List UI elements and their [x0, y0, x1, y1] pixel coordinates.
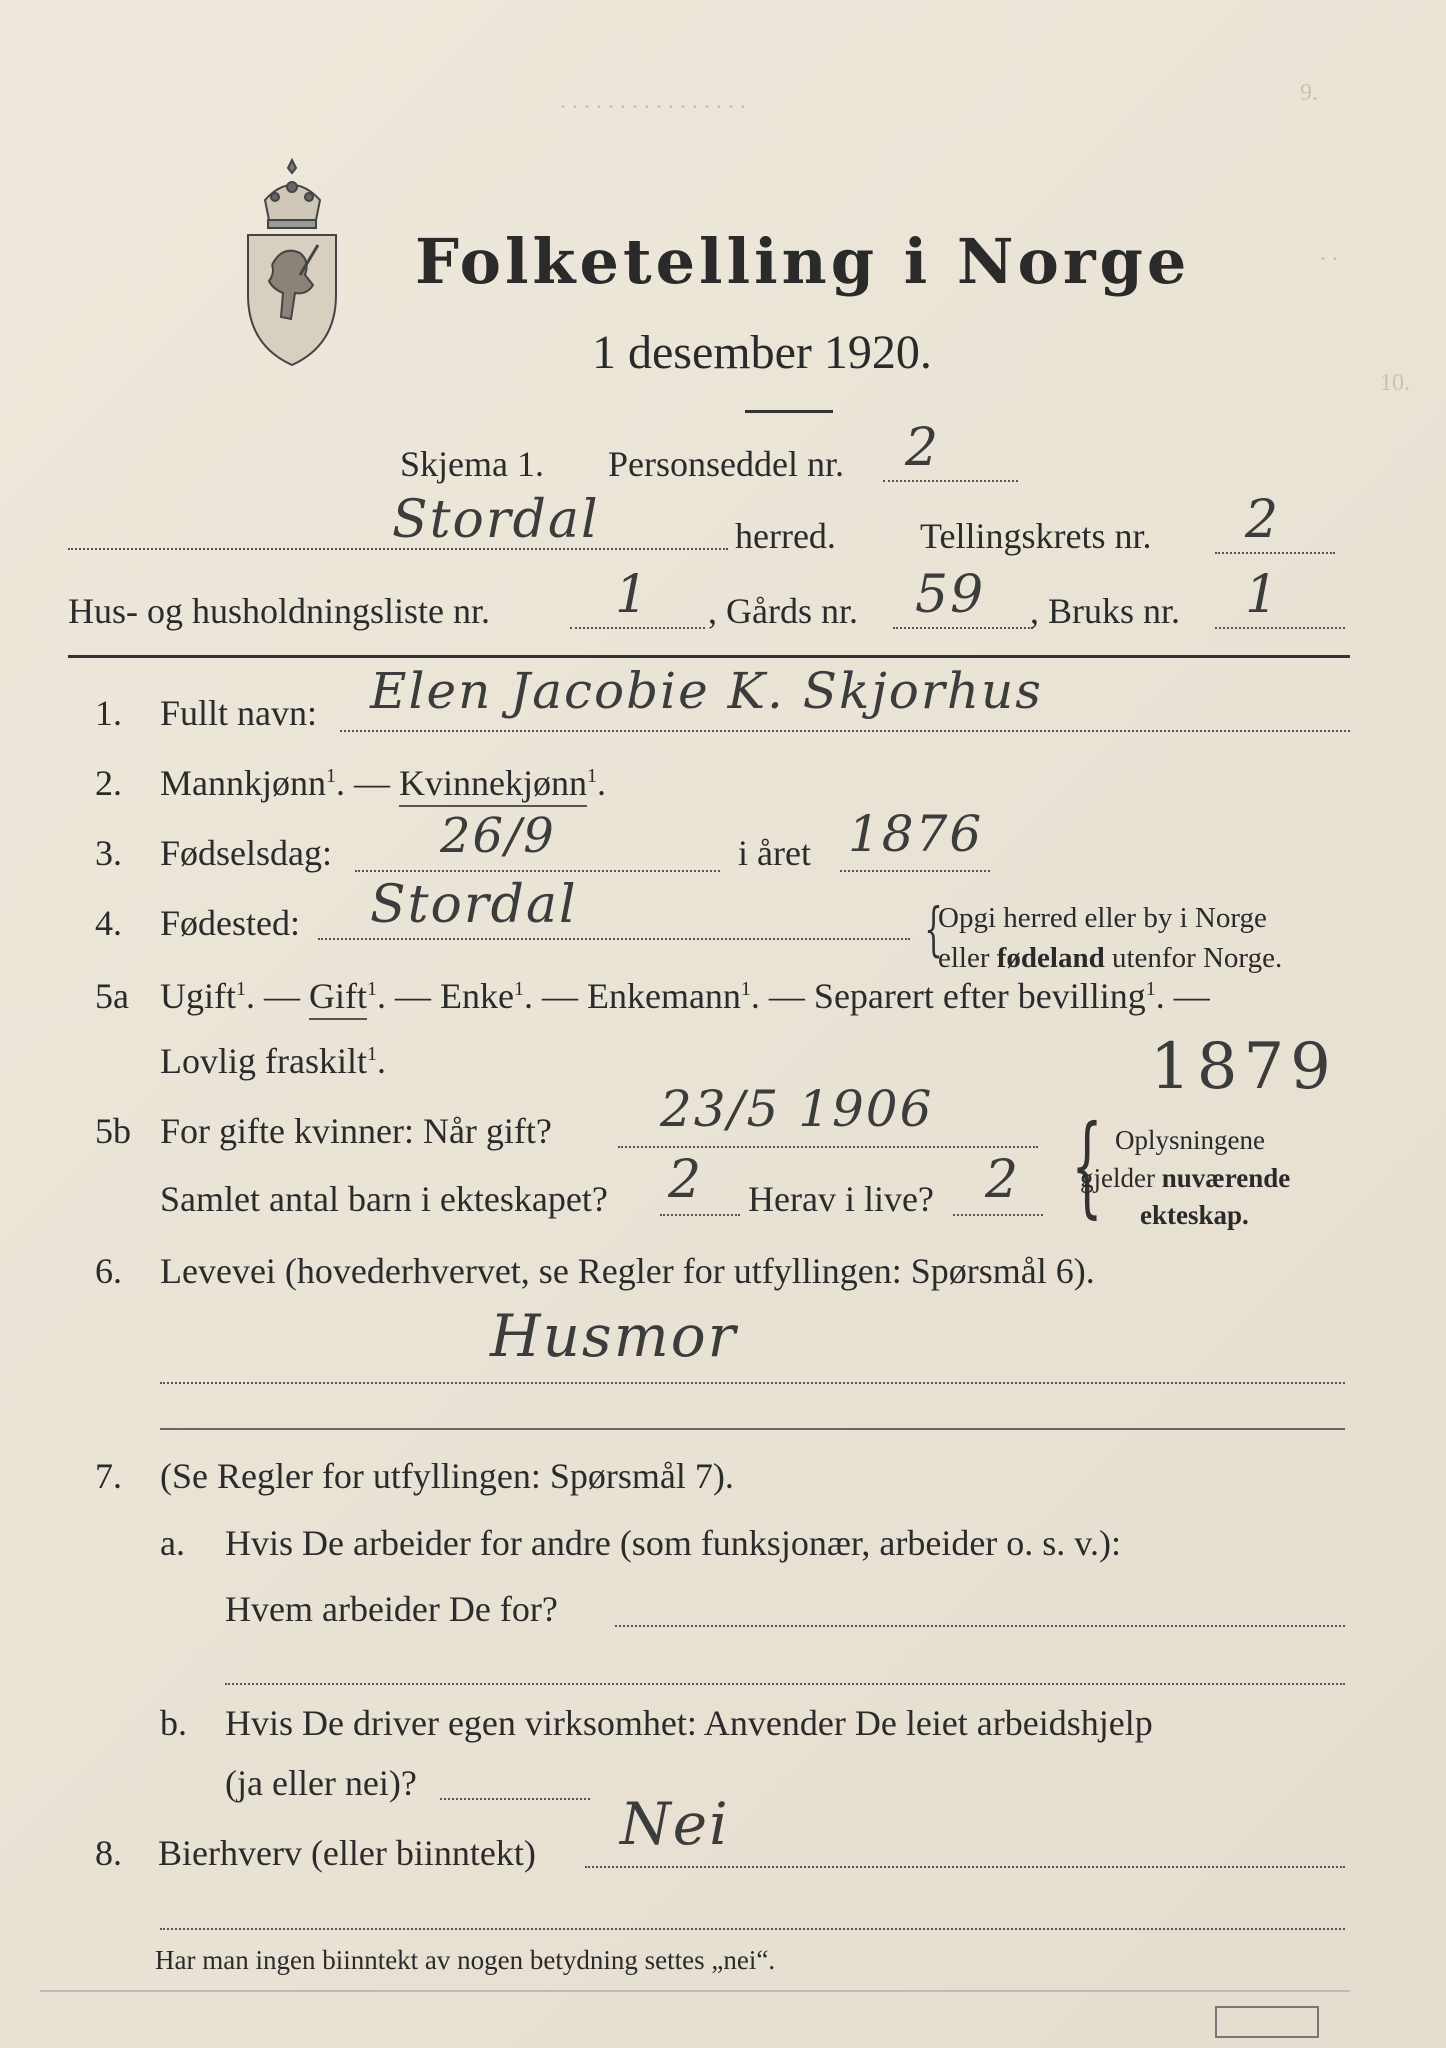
q2-female: Kvinnekjønn — [399, 763, 587, 807]
q5b-children-line — [660, 1214, 740, 1216]
q5b-married-line — [618, 1146, 1038, 1148]
census-date: 1 desember 1920. — [592, 326, 932, 379]
skjema-label: Skjema 1. — [400, 444, 544, 484]
q1-number: 1. — [95, 693, 122, 733]
coat-of-arms-icon — [240, 155, 345, 370]
q4-line — [318, 938, 910, 940]
q2-female-sup: 1 — [586, 765, 597, 787]
q2-male: Mannkjønn — [160, 763, 326, 803]
q8-line-2 — [160, 1928, 1345, 1930]
q5a-sup-4: 1 — [740, 978, 751, 1000]
title-divider — [745, 410, 833, 413]
personseddel-value: 2 — [905, 418, 941, 478]
personseddel-label: Personseddel nr. — [608, 444, 844, 484]
q7b-label: Hvis De driver egen virksomhet: Anvender De leiet arbeidshjelp — [225, 1703, 1153, 1743]
bruks-label: , Bruks nr. — [1030, 591, 1181, 631]
q8-label: Bierhverv (eller biinntekt) — [158, 1833, 536, 1873]
q6-label: Levevei (hovederhvervet, se Regler for utfyllingen: Spørsmål 6). — [160, 1251, 1095, 1291]
q5a-number: 5a — [95, 976, 129, 1016]
q2-end: . — [596, 763, 606, 803]
husliste-label: Hus- og husholdningsliste nr. — [68, 591, 491, 631]
q1-label: Fullt navn: — [160, 693, 318, 733]
gards-value: 59 — [915, 565, 986, 625]
q7a-question: Hvem arbeider De for? — [225, 1589, 558, 1629]
husliste-value: 1 — [615, 565, 651, 625]
q7b-line — [440, 1798, 590, 1800]
husliste-line — [570, 627, 705, 629]
q4-note-c: utenfor Norge. — [1104, 942, 1283, 974]
herred-label: herred. — [735, 516, 836, 556]
q5b-married-value: 23/5 1906 — [660, 1080, 934, 1138]
census-form-page: 9. . . . . . . . . . . . . . . . . . . 10. Folketelling i Norge 1 desember 1920. Skjema 1. Personseddel nr. 2 Stordal herred. Tellingskrets nr. 2 Hus- og husholdningsliste nr. 1 , Gårds nr. 59 , Bruks nr. 1 1. Fullt navn: Elen Jacobie K. Skjorhus 2. Mannkjønn$^1$. — Kvinnekjønn$^1$. 3. Fødselsdag: 26/9 i året 1876 4. Fødested: Stordal { Opgi herred eller by i Norge eller fødeland utenfor Norge. 5a Ugift$^1$. — Gift$^1$. — Enke$^1$. — Enkemann$^1$. — Separert efter bevilling$^1$. — Lovlig fraskilt$^1$. 1879 5b For gifte kvinner: Når gift? 23/5 1906 Samlet antal barn i ekteskapet? 2 Herav i live? 2 { Oplysningene gjelder nuværende ekteskap. 6. Levevei (hovederhvervet, se Regler for utfyllingen: Spørsmål 6). Husmor 7. (Se Regler for utfyllingen: Spørsmål 7). a. Hvis De arbeider for andre (som funksjonær, arbeider o. s. v.): Hvem arbeider De for? b. Hvis De driver egen virksomhet: Anvender De leiet arbeidshjelp (ja eller nei)? 8. Bierhverv (eller biinntekt) Nei Har man ingen biinntekt av nogen betydning settes „nei“. — [0, 0, 1446, 2048]
q5b-alive-value: 2 — [985, 1150, 1021, 1210]
bruks-line — [1215, 627, 1345, 629]
q5b-married-label: For gifte kvinner: Når gift? — [160, 1111, 552, 1151]
q5a-opt-separert: Separert efter bevilling — [813, 976, 1146, 1016]
q5a-sup-5: 1 — [1145, 978, 1156, 1000]
q7-label: (Se Regler for utfyllingen: Spørsmål 7). — [160, 1456, 734, 1496]
q3-day-line — [355, 870, 720, 872]
printer-stamp — [1215, 2006, 1319, 2038]
q7a-line-1 — [615, 1625, 1345, 1627]
q6-number: 6. — [95, 1251, 122, 1291]
q5a-opt-gift: Gift — [309, 976, 367, 1020]
q5a-options: Ugift$^1$. — Gift$^1$. — Enke$^1$. — Enkemann$^1$. — Separert efter bevilling$^1$. — — [160, 975, 1210, 1017]
bruks-value: 1 — [1245, 565, 1281, 625]
q3-year-label: i året — [738, 833, 811, 873]
q5a-opt-enkemann: Enkemann — [586, 976, 741, 1016]
q3-number: 3. — [95, 833, 122, 873]
personseddel-line — [883, 480, 1018, 482]
q7a-label: Hvis De arbeider for andre (som funksjonær, arbeider o. s. v.): — [225, 1523, 1121, 1563]
q5a-sup-1: 1 — [236, 978, 246, 1000]
q6-value: Husmor — [490, 1302, 738, 1370]
q5b-note-line1: Oplysningene — [1115, 1125, 1265, 1155]
tellingskrets-label: Tellingskrets nr. — [920, 516, 1152, 556]
q7b-question: (ja eller nei)? — [225, 1763, 417, 1803]
q3-label: Fødselsdag: — [160, 833, 333, 873]
q5b-children-label: Samlet antal barn i ekteskapet? — [160, 1179, 608, 1219]
q5b-alive-label: Herav i live? — [748, 1179, 934, 1219]
q5b-brace: { — [1071, 1101, 1103, 1229]
gards-line — [893, 627, 1033, 629]
q2-male-sup: 1 — [326, 765, 336, 787]
q7a-number: a. — [160, 1523, 185, 1563]
q5b-note-line2 — [1080, 1163, 1290, 1194]
q4-note-line1: Opgi herred eller by i Norge — [938, 902, 1267, 934]
q5b-note-line3: ekteskap. — [1140, 1200, 1249, 1230]
q8-number: 8. — [95, 1833, 122, 1873]
bottom-edge-rule — [40, 1990, 1350, 1992]
q5a-opt-fraskilt: Lovlig fraskilt — [160, 1041, 367, 1081]
q5b-note-b: nuværende — [1161, 1163, 1291, 1193]
q5a-sup-2: 1 — [367, 978, 377, 1000]
q2-options — [160, 762, 606, 804]
q5b-number: 5b — [95, 1111, 131, 1151]
q8-line — [585, 1866, 1345, 1868]
gards-label: , Gårds nr. — [708, 591, 858, 631]
q5a-options-line2: Lovlig fraskilt$^1$. — [160, 1041, 386, 1081]
q5a-opt-enke: Enke — [440, 976, 514, 1016]
q4-label: Fødested: — [160, 903, 300, 943]
q4-note-a: eller — [938, 942, 997, 974]
q6-line-1 — [160, 1382, 1345, 1384]
q4-number: 4. — [95, 903, 122, 943]
q5a-sup-6: 1 — [366, 1043, 377, 1065]
q5a-sup-3: 1 — [513, 978, 524, 1000]
herred-value: Stordal — [392, 490, 600, 550]
q2-number: 2. — [95, 763, 122, 803]
q4-brace: { — [924, 895, 943, 963]
q8-value: Nei — [620, 1790, 730, 1858]
q4-value: Stordal — [370, 875, 578, 935]
q7-number: 7. — [95, 1456, 122, 1496]
q5b-note-a: gjelder — [1080, 1163, 1162, 1193]
q2-sep: . — — [336, 763, 399, 803]
q5a-annotation: 1879 — [1150, 1030, 1337, 1104]
tellingskrets-value: 2 — [1245, 490, 1281, 550]
q7b-number: b. — [160, 1703, 187, 1743]
q4-note-line2 — [938, 942, 1282, 975]
form-title: Folketelling i Norge — [415, 225, 1191, 298]
q5b-alive-line — [953, 1214, 1043, 1216]
q1-value: Elen Jacobie K. Skjorhus — [370, 662, 1043, 720]
tellingskrets-line — [1215, 552, 1335, 554]
footnote: Har man ingen biinntekt av nogen betydning settes „nei“. — [155, 1945, 776, 1975]
q3-year-line — [840, 870, 990, 872]
q6-line-2 — [160, 1428, 1345, 1430]
q4-note-b: fødeland — [996, 942, 1105, 974]
q3-year-value: 1876 — [848, 805, 984, 863]
q5a-opt-ugift: Ugift — [160, 976, 236, 1016]
q1-line — [340, 730, 1350, 732]
header-divider — [68, 655, 1350, 658]
q3-day-value: 26/9 — [440, 808, 556, 864]
q5b-children-value: 2 — [668, 1150, 704, 1210]
q7a-line-2 — [225, 1683, 1345, 1685]
